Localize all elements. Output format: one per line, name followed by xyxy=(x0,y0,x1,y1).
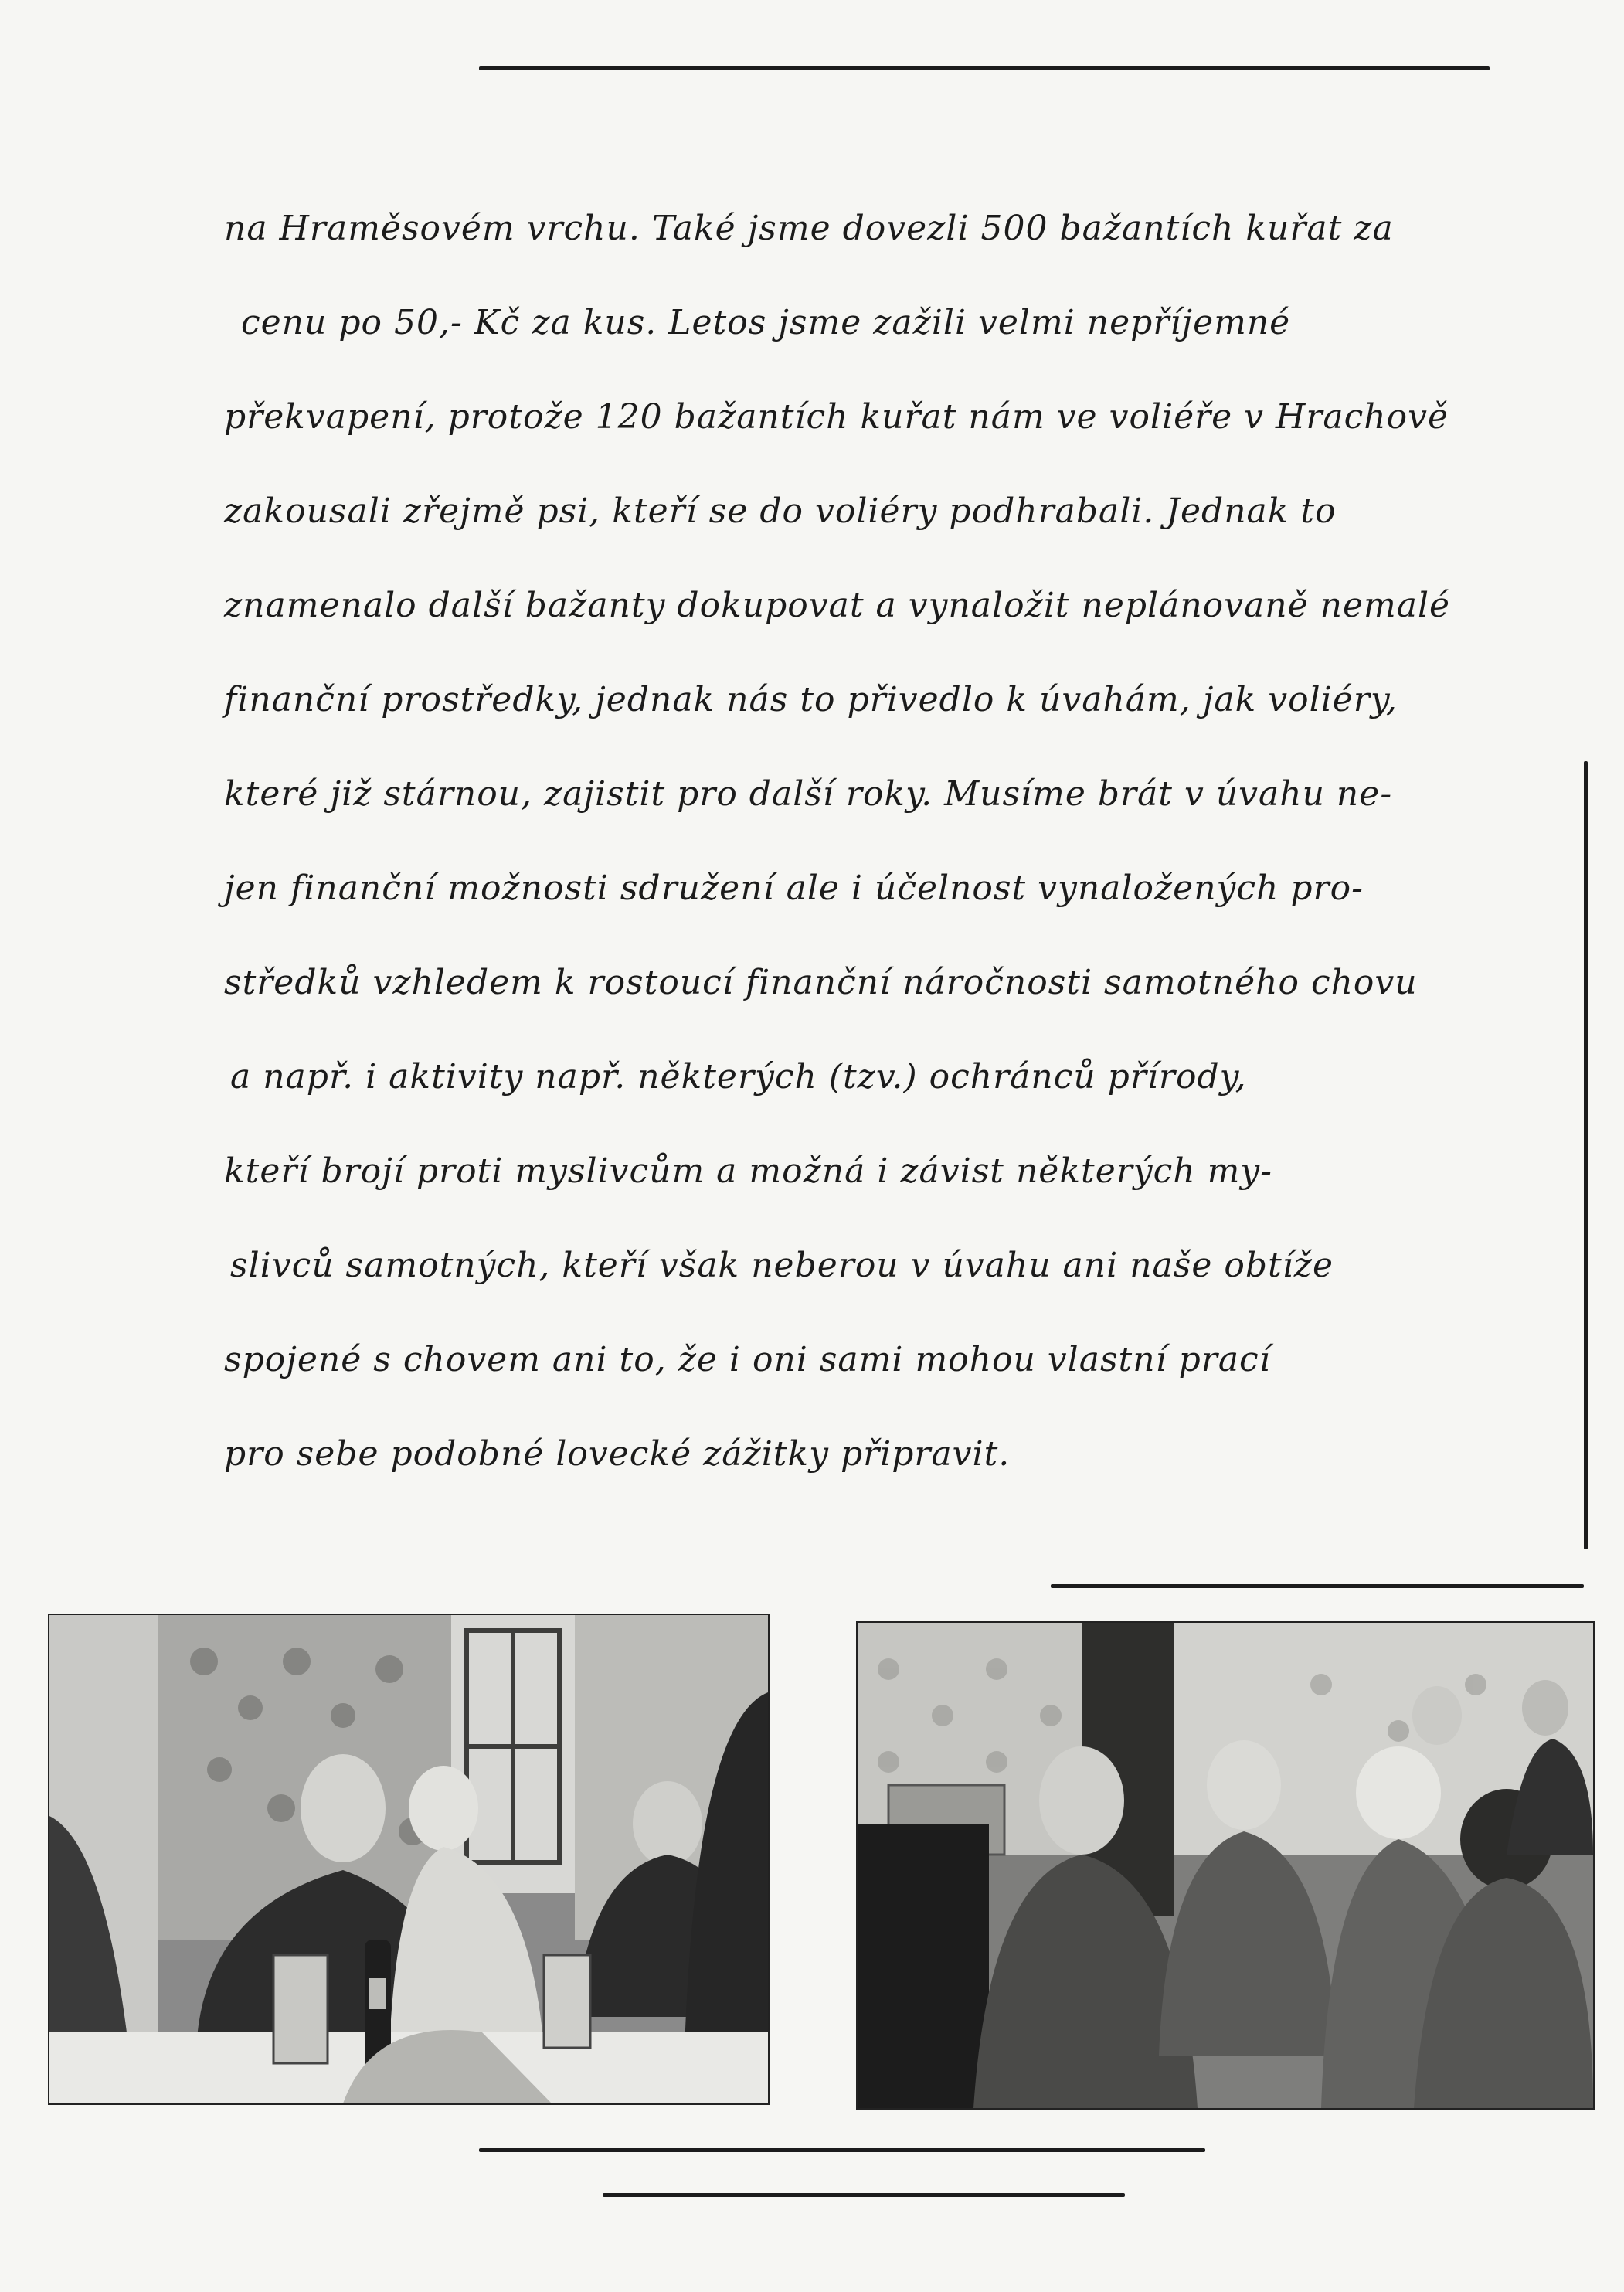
text-line: které již stárnou, zajistit pro další roky. Musíme brát v úvahu ne- xyxy=(224,774,1393,814)
right-vertical-rule xyxy=(1584,761,1588,1549)
text-line: cenu po 50,- Kč za kus. Letos jsme zažili velmi nepříjemné xyxy=(241,303,1291,342)
text-line: zakousali zřejmě psi, kteří se do voliéry podhrabali. Jednak to xyxy=(224,491,1337,531)
text-line: finanční prostředky, jednak nás to přivedlo k úvahám, jak voliéry, xyxy=(224,680,1398,719)
text-line: spojené s chovem ani to, že i oni sami mohou vlastní prací xyxy=(224,1340,1271,1379)
text-line: znamenalo další bažanty dokupovat a vynaložit neplánovaně nemalé xyxy=(224,586,1451,625)
text-line: jen finanční možnosti sdružení ale i účelnost vynaložených pro- xyxy=(224,869,1364,908)
bottom-rule-1 xyxy=(479,2148,1205,2152)
text-line: na Hraměsovém vrchu. Také jsme dovezli 500 bažantích kuřat za xyxy=(224,209,1394,248)
handwritten-text xyxy=(224,182,1491,1501)
text-line: slivců samotných, kteří však neberou v úvahu ani naše obtíže xyxy=(230,1246,1334,1285)
text-line: překvapení, protože 120 bažantích kuřat nám ve voliéře v Hrachově xyxy=(224,397,1449,437)
text-line: kteří brojí proti myslivcům a možná i závist některých my- xyxy=(224,1151,1273,1191)
text-line: a např. i aktivity např. některých (tzv.) ochránců přírody, xyxy=(230,1057,1247,1097)
photo-right xyxy=(856,1621,1595,2110)
photo-icon xyxy=(49,1615,768,2103)
mid-right-rule xyxy=(1051,1584,1584,1588)
text-line: středků vzhledem k rostoucí finanční náročnosti samotného chovu xyxy=(224,963,1418,1002)
top-rule xyxy=(479,66,1490,70)
photo-icon xyxy=(858,1623,1593,2108)
photo-left xyxy=(48,1614,770,2105)
bottom-rule-2 xyxy=(603,2193,1125,2197)
text-line: pro sebe podobné lovecké zážitky připravit. xyxy=(224,1434,1011,1474)
